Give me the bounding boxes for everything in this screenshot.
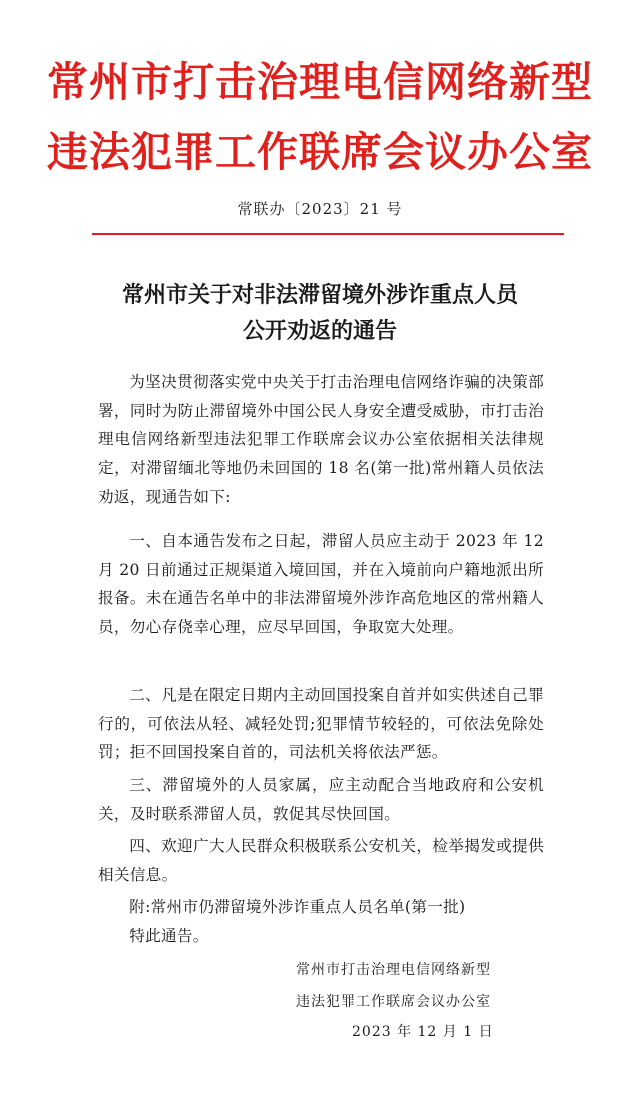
intro-paragraph-block	[98, 368, 544, 512]
closing-statement: 特此通告。	[129, 927, 209, 945]
notice-title-line-2: 公开劝返的通告	[242, 318, 397, 344]
item-4-block	[98, 832, 544, 889]
item-1-block	[98, 527, 544, 642]
signature-org-line-2: 违法犯罪工作联席会议办公室	[296, 994, 491, 1010]
attachment-note: 附:常州市仍滞留境外涉诈重点人员名单(第一批)	[129, 898, 466, 916]
item-1-paragraph: 一、自本通告发布之日起，滞留人员应主动于 2023 年 12 月 20 日前通过正规渠道入境回国，并在入境前向户籍地派出所报备。未在通告名单中的非法滞留境外涉诈高危地区的常州籍人员，勿心存侥幸心理，应尽早回国，争取宽大处理。	[98, 532, 544, 637]
intro-paragraph: 为坚决贯彻落实党中央关于打击治理电信网络诈骗的决策部署，同时为防止滞留境外中国公民人身安全遭受威胁，市打击治理电信网络新型违法犯罪工作联席会议办公室依据相关法律规定，对滞留缅北等地仍未回国的 18 名(第一批)常州籍人员依法劝返，现通告如下:	[98, 373, 544, 506]
item-2-paragraph: 二、凡是在限定日期内主动回国投案自首并如实供述自己罪行的，可依法从轻、减轻处罚;犯罪情节较轻的，可依法免除处罚；拒不回国投案自首的，司法机关将依法严惩。	[98, 686, 544, 762]
issuing-office-header-line-1: 常州市打击治理电信网络新型	[47, 58, 593, 106]
closing-block	[98, 922, 544, 951]
issuing-office-header-line-2: 违法犯罪工作联席会议办公室	[47, 128, 593, 176]
attachment-block	[98, 893, 544, 922]
document-number: 常联办〔2023〕21 号	[237, 200, 403, 218]
item-3-block	[98, 771, 544, 828]
notice-title-line-1: 常州市关于对非法滞留境外涉诈重点人员	[121, 282, 518, 308]
item-2-block	[98, 681, 544, 767]
signature-date: 2023 年 12 月 1 日	[352, 1024, 494, 1040]
signature-org-line-1: 常州市打击治理电信网络新型	[296, 962, 491, 978]
red-divider-line	[92, 233, 564, 235]
item-3-paragraph: 三、滞留境外的人员家属，应主动配合当地政府和公安机关，及时联系滞留人员，敦促其尽快回国。	[98, 776, 544, 823]
item-4-paragraph: 四、欢迎广大人民群众积极联系公安机关，检举揭发或提供相关信息。	[98, 837, 544, 884]
